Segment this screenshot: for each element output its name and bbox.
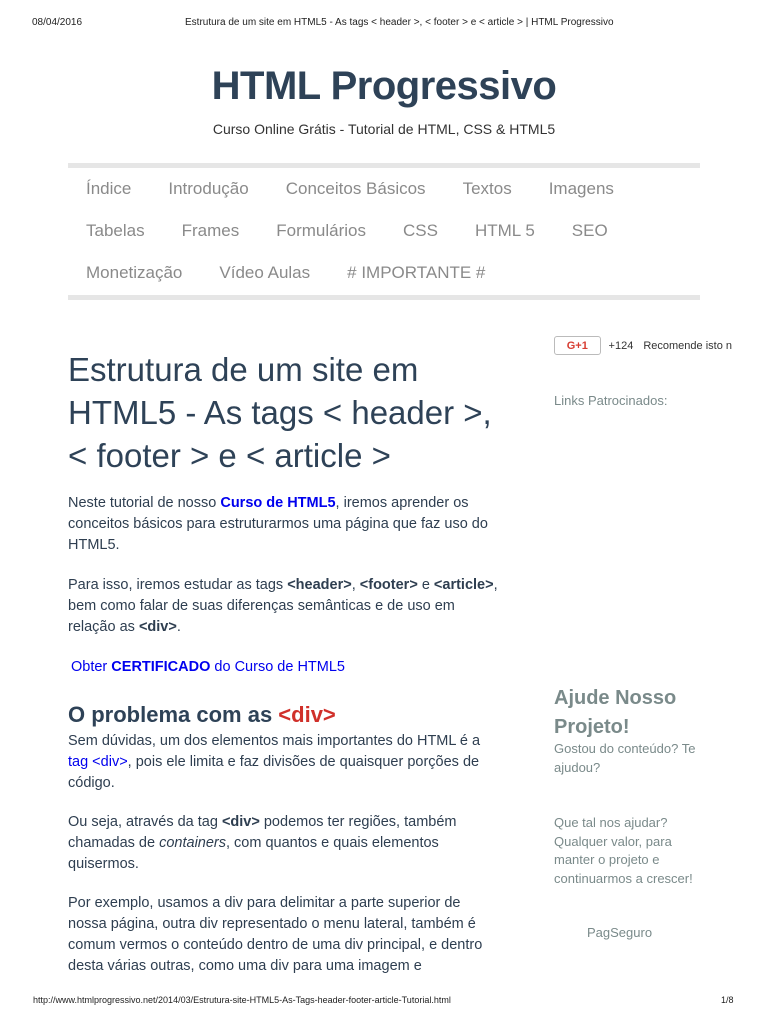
nav-item-introducao[interactable]: Introdução [168,179,249,198]
tag-article: <article> [433,577,494,593]
main-nav [68,163,700,300]
tag-div: <div> [221,814,260,830]
nav-item-seo[interactable]: SEO [571,221,608,240]
text: . [176,619,181,635]
print-date: 08/04/2016 [32,17,83,28]
text[interactable]: do Curso de HTML5 [210,659,345,675]
text: podemos ter regiões, também chamadas de [68,814,457,851]
gplus-count: +124 [608,339,634,352]
text: e [417,577,434,593]
paragraph-tags [68,575,498,638]
text: Para isso, iremos estudar as tags [68,577,288,593]
nav-item-frames[interactable]: Frames [181,221,240,240]
heading-text: O problema com as [68,702,279,727]
nav-item-video-aulas[interactable]: Vídeo Aulas [219,263,311,282]
tag-header: <header> [287,577,352,593]
containers-term: containers [159,835,226,851]
nav-row-2 [86,221,645,241]
nav-item-formularios[interactable]: Formulários [276,221,366,240]
social-bar [554,336,732,355]
certificate-line [71,657,501,678]
paragraph-containers [68,812,498,875]
text[interactable]: Obter [71,659,112,675]
gplus-button[interactable]: G+1 [554,336,601,355]
nav-row-3 [86,263,522,283]
tag-footer: <footer> [359,577,418,593]
heading-div-tag: <div> [278,702,336,727]
tag-div: <div> [138,619,177,635]
site-title[interactable]: HTML Progressivo [211,64,557,108]
print-page-title: Estrutura de um site em HTML5 - As tags < header >, < footer > e < article > | HTML Progressivo [185,17,614,28]
nav-row-1 [86,179,651,199]
nav-item-textos[interactable]: Textos [462,179,512,198]
section-heading [68,702,336,728]
nav-item-indice[interactable]: Índice [86,179,132,198]
text: Ou seja, através da tag [68,814,222,830]
paragraph-intro [68,493,498,556]
print-url: http://www.htmlprogressivo.net/2014/03/Estrutura-site-HTML5-As-Tags-header-footer-article-Tutorial.html [33,995,451,1005]
help-text-2: Que tal nos ajudar? Qualquer valor, para manter o projeto e continuarmos a crescer! [554,815,693,886]
text: , [351,577,360,593]
nav-item-importante[interactable]: # IMPORTANTE # [347,263,486,282]
sponsored-links-label: Links Patrocinados: [554,393,668,408]
nav-item-conceitos-basicos[interactable]: Conceitos Básicos [285,179,426,198]
recommend-text: Recomende isto n [643,339,732,352]
help-heading: Ajude Nosso Projeto! [554,687,677,738]
certificate-link[interactable]: CERTIFICADO [111,659,211,675]
print-page-number: 1/8 [721,995,734,1005]
text: , iremos aprender os conceitos básicos para estruturarmos uma página que faz uso do HTML5. [68,495,488,553]
nav-item-html5[interactable]: HTML 5 [474,221,535,240]
paragraph-div-importance [68,731,498,794]
nav-item-css[interactable]: CSS [402,221,438,240]
course-link[interactable]: Curso de HTML5 [220,495,336,511]
text: Sem dúvidas, um dos elementos mais importantes do HTML é a [68,733,481,749]
text: Neste tutorial de nosso [68,495,221,511]
nav-item-monetizacao[interactable]: Monetização [86,263,183,282]
text: , com quantos e quais elementos quisermos. [68,835,439,872]
pagseguro-button[interactable]: PagSeguro [587,925,653,940]
site-subtitle: Curso Online Grátis - Tutorial de HTML, CSS & HTML5 [212,121,556,137]
div-tag-link[interactable]: tag <div> [68,754,128,770]
help-text-1: Gostou do conteúdo? Te ajudou? [554,741,696,775]
paragraph-example: Por exemplo, usamos a div para delimitar a parte superior de nossa página, outra div representado o menu lateral, também é comum vermos o conteúdo dentro de uma div principal, e dentro desta várias outras, como uma div para uma imagem e [68,895,483,974]
nav-item-tabelas[interactable]: Tabelas [86,221,145,240]
article-title: Estrutura de um site em HTML5 - As tags < header >, < footer > e < article > [68,351,492,474]
text: , bem como falar de suas diferenças semânticas e de uso em relação as [68,577,498,635]
nav-item-imagens[interactable]: Imagens [548,179,614,198]
text: , pois ele limita e faz divisões de quaisquer porções de código. [68,754,480,791]
